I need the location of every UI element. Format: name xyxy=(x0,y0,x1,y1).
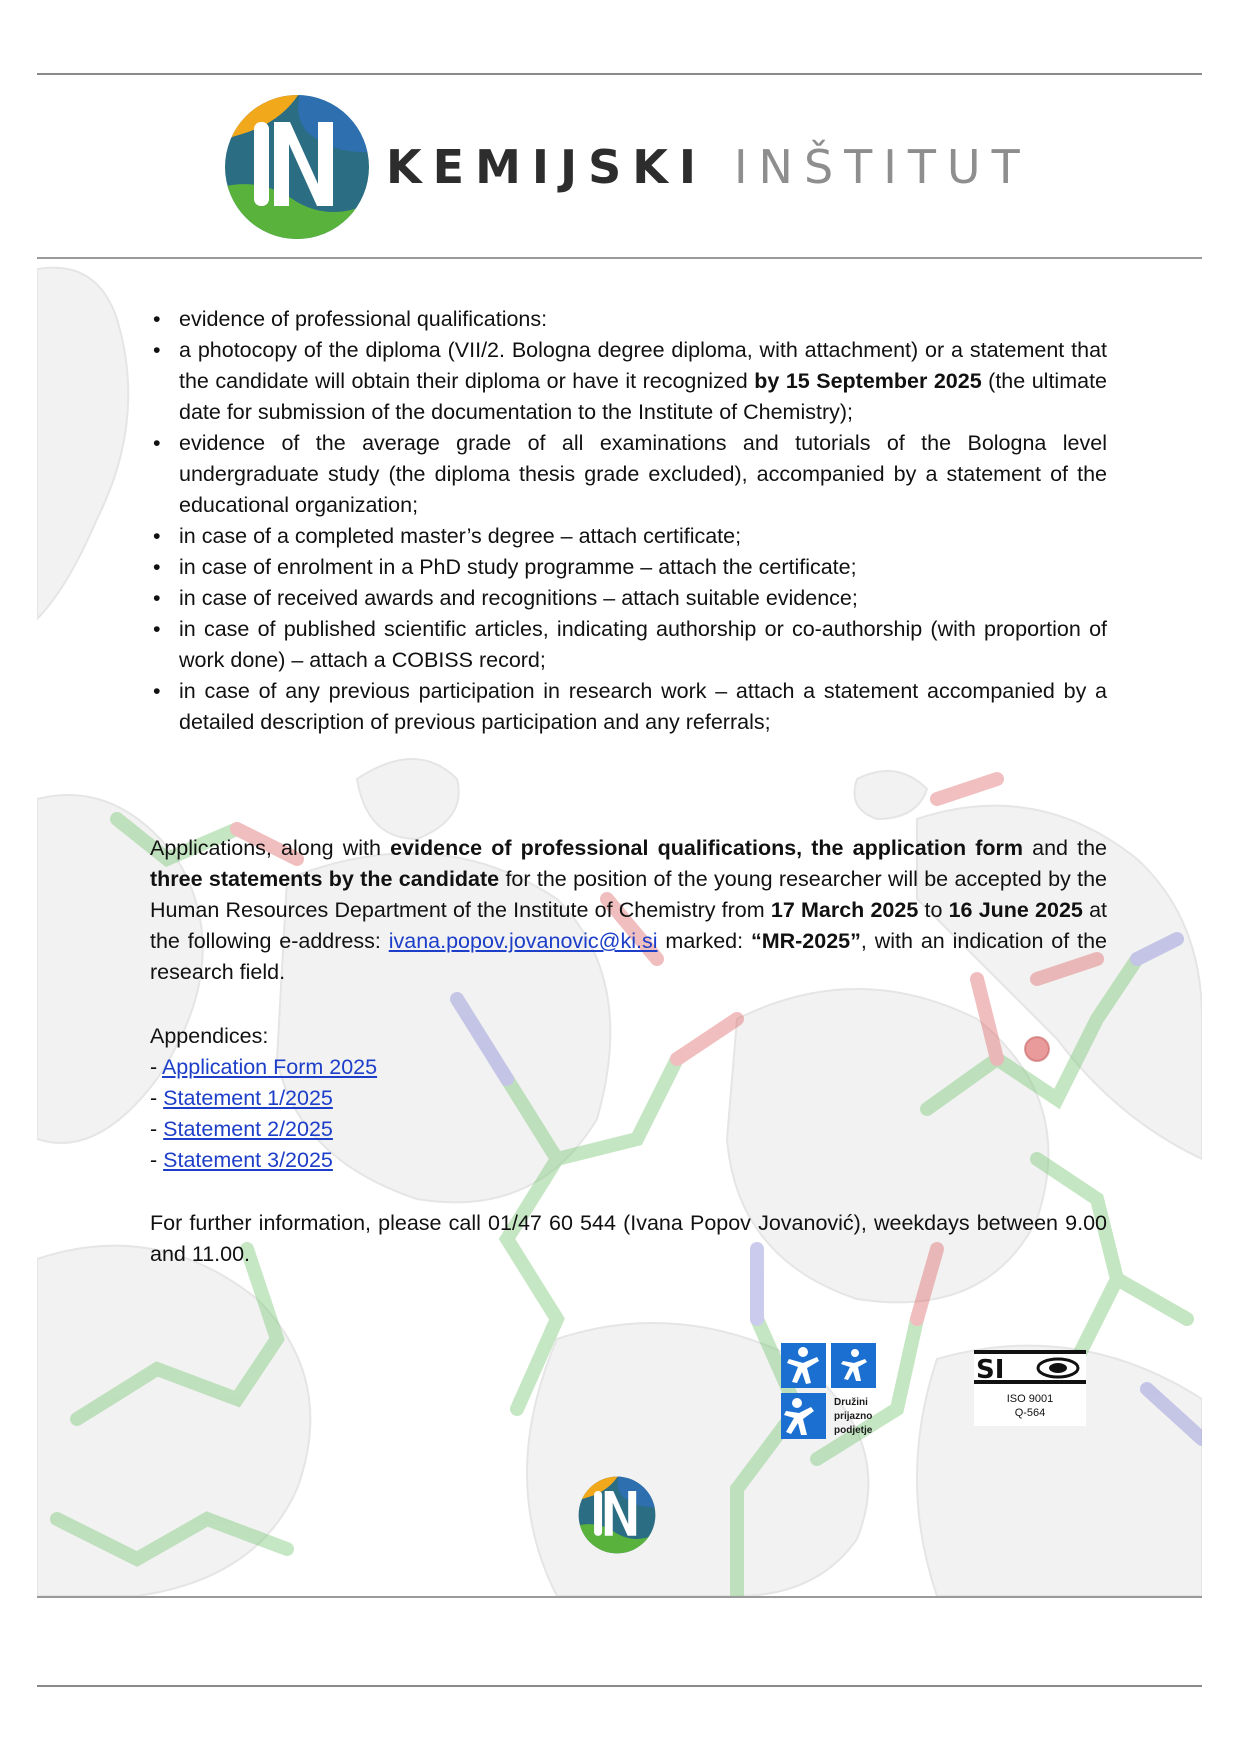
bold-text: evidence of professional qualifications, the application form xyxy=(390,836,1023,860)
contact-paragraph: For further information, please call 01/47 60 544 (Ivana Popov Jovanović), weekdays between 9.00 and 11.00. xyxy=(150,1211,1107,1266)
appendix-link[interactable]: Statement 3/2025 xyxy=(163,1148,333,1172)
brand-name xyxy=(386,140,1031,194)
requirements-list xyxy=(150,304,1107,738)
iso-certificate-number: Q-564 xyxy=(1014,1407,1046,1419)
text-run: evidence of the average grade of all examinations and tutorials of the Bologna level undergraduate study (the diploma thesis grade excluded), accompanied by a statement of the educational organization; xyxy=(179,431,1107,517)
text-run: (the ultimate date for submission of the documentation to the Institute of Chemistry); xyxy=(179,369,1107,424)
bold-text: “MR-2025” xyxy=(750,929,861,953)
appendix-list xyxy=(150,1052,1107,1176)
appendix-bullet: - xyxy=(150,1117,164,1141)
requirement-item xyxy=(150,304,1107,335)
appendix-item xyxy=(150,1083,1107,1114)
family-friendly-company-badge xyxy=(781,1343,876,1439)
brand-secondary: INŠTITUT xyxy=(733,140,1031,194)
bold-text: 16 June 2025 xyxy=(948,898,1083,922)
badge-line-1: Družini xyxy=(834,1397,868,1408)
text-run: in case of a completed master’s degree – attach certificate; xyxy=(179,524,742,548)
text-run: to xyxy=(918,898,949,922)
text-run: in case of enrolment in a PhD study programme – attach the certificate; xyxy=(179,555,857,579)
text-run: evidence of professional qualifications: xyxy=(179,307,548,331)
iso-standard: ISO 9001 xyxy=(1006,1393,1054,1405)
text-run: in case of any previous participation in research work – attach a statement accompanied by a detailed description of previous participation and any referrals; xyxy=(179,679,1107,734)
text-run: marked: xyxy=(657,929,751,953)
brand-primary: KEMIJSKI xyxy=(386,140,707,194)
text-run: and the xyxy=(1023,836,1107,860)
text-run: Applications, along with xyxy=(150,836,391,860)
requirement-item xyxy=(150,552,1107,583)
text-run: a photocopy of the diploma (VII/2. Bologna degree diploma, with attachment) or a statement that the candidate will obtain their diploma or have it recognized xyxy=(179,338,1107,393)
badge-line-3: podjetje xyxy=(834,1425,873,1436)
kemijski-institut-logo xyxy=(222,92,372,242)
text-run: for the position of the young researcher will be accepted by the Human Resources Department of the Institute of Chemistry from xyxy=(150,867,1107,922)
iso-certification-badge xyxy=(974,1350,1086,1426)
applications-paragraph xyxy=(150,833,1107,988)
bold-text: three statements by the candidate xyxy=(150,867,500,891)
iso-mark: SI xyxy=(976,1355,1005,1385)
text-run: in case of published scientific articles, indicating authorship or co-authorship (with proportion of work done) – attach a COBISS record; xyxy=(179,617,1107,672)
appendix-item xyxy=(150,1114,1107,1145)
requirement-item xyxy=(150,335,1107,428)
text-run: , with an indication of the research field. xyxy=(150,929,1107,984)
bottom-rule xyxy=(37,1685,1202,1687)
footer-logo xyxy=(577,1475,657,1555)
requirement-item xyxy=(150,614,1107,676)
top-rule xyxy=(37,73,1202,75)
appendix-link[interactable]: Statement 1/2025 xyxy=(163,1086,333,1110)
text-run: at the following e-address: xyxy=(150,898,1108,953)
appendices-heading: Appendices: xyxy=(150,1024,269,1048)
requirement-item xyxy=(150,521,1107,552)
appendix-item xyxy=(150,1052,1107,1083)
requirement-item xyxy=(150,583,1107,614)
bold-text: by 15 September 2025 xyxy=(754,369,982,393)
text-run: in case of received awards and recognitions – attach suitable evidence; xyxy=(179,586,858,610)
appendix-bullet: - xyxy=(150,1055,162,1079)
appendices-section xyxy=(150,1021,1107,1176)
footer-rule xyxy=(37,1596,1202,1598)
appendix-link[interactable]: Application Form 2025 xyxy=(161,1055,378,1079)
requirement-item xyxy=(150,676,1107,738)
bold-text: 17 March 2025 xyxy=(770,898,919,922)
appendix-link[interactable]: Statement 2/2025 xyxy=(163,1117,333,1141)
appendix-bullet: - xyxy=(150,1086,164,1110)
badge-line-2: prijazno xyxy=(834,1411,873,1422)
appendix-bullet: - xyxy=(150,1148,164,1172)
requirement-item xyxy=(150,428,1107,521)
email-link[interactable]: ivana.popov.jovanovic@ki.si xyxy=(388,929,658,953)
appendix-item xyxy=(150,1145,1107,1176)
